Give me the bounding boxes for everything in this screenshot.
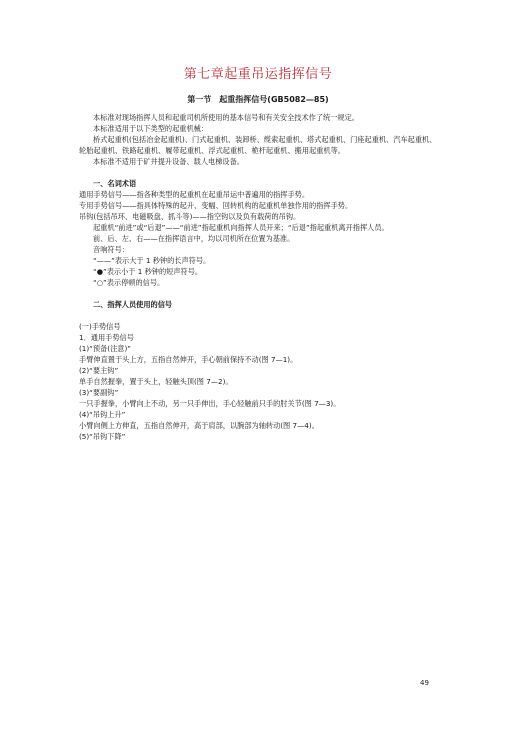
list-item: (3)“要副钩” bbox=[79, 388, 119, 397]
list-item: (1)“预备(注意)” bbox=[79, 344, 131, 353]
paragraph: “——”表示大于 1 秒钟的长声符号。 bbox=[93, 256, 211, 265]
spacer bbox=[79, 288, 441, 299]
list-item: 单手自然握拳，置于头上，轻触头顶(图 7—2)。 bbox=[79, 377, 233, 386]
paragraph: 本标准适用于以下类型的起重机械： bbox=[93, 124, 209, 133]
paragraph: 通用手势信号——指各种类型的起重机在起重吊运中普遍用的指挥手势。 bbox=[79, 190, 310, 199]
paragraph: “○”表示停顿的信号。 bbox=[93, 278, 165, 287]
paragraph: 专用手势信号——指具体特殊的起升、变幅、回转机构的起重机单独作用的指挥手势。 bbox=[79, 201, 353, 210]
paragraph: 起重机“前进”或“后退”——“前进”指起重机向指挥人员开来；“后退”指起重机离开指挥人员。 bbox=[93, 223, 389, 232]
paragraph: 桥式起重机(包括冶金起重机)、门式起重机、装卸桥、缆索起重机、塔式起重机、门座起重机、汽车起重机、轮胎起重机、铁路起重机、履带起重机、浮式起重机、桅杆起重机、搬用起重机等。 bbox=[79, 135, 437, 155]
paragraph: 本标准不适用于矿井提升设备、载人电梯设备。 bbox=[93, 157, 244, 166]
body-text bbox=[79, 112, 441, 442]
paragraph: “●”表示小于 1 秒钟的短声符号。 bbox=[93, 267, 203, 276]
paragraph: 本标准对现场指挥人员和起重司机所使用的基本信号和有关安全技术作了统一规定。 bbox=[93, 113, 359, 122]
page-number: 49 bbox=[420, 679, 429, 687]
spacer bbox=[79, 167, 441, 178]
list-item: (一)手势信号 bbox=[79, 322, 121, 331]
section-heading: 第一节 起重指挥信号(GB5082—85) bbox=[187, 95, 329, 104]
list-item: (2)“要主钩” bbox=[79, 366, 119, 375]
paragraph: 前、后、左、右——在指挥语言中，均以司机所在位置为基准。 bbox=[93, 234, 295, 243]
subheading-terms: 一、名词术语 bbox=[93, 179, 137, 188]
list-item: 一只手握拳，小臂向上不动，另一只手伸出，手心轻触前只手的肘关节(图 7—3)。 bbox=[79, 399, 341, 408]
paragraph: 音响符号： bbox=[93, 245, 129, 254]
spacer bbox=[79, 310, 441, 321]
paragraph: 吊钩(包括吊环、电磁吸盘、抓斗等)——指空钩以及负有载荷的吊钩。 bbox=[79, 212, 301, 221]
list-item: 1．通用手势信号 bbox=[79, 333, 134, 342]
list-item: (4)“吊钩上升” bbox=[79, 410, 126, 419]
subheading-signals: 二、指挥人员使用的信号 bbox=[93, 300, 173, 309]
chapter-title: 第七章起重吊运指挥信号 bbox=[183, 67, 333, 82]
list-item: 手臂伸直置于头上方，五指自然伸开，手心朝前保持不动(图 7—1)。 bbox=[79, 355, 298, 364]
list-item: 小臂向侧上方伸直，五指自然伸开，高于肩部，以腕部为轴转动(图 7—4)。 bbox=[79, 421, 319, 430]
list-item: (5)“吊钩下降” bbox=[79, 432, 126, 441]
